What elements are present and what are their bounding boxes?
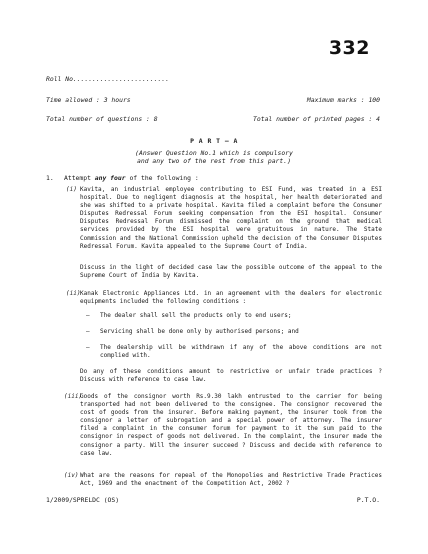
roll-number-line: Roll No......................... [46, 75, 170, 83]
stem-emphasis: any four [94, 174, 126, 182]
subquestion-iii-text: Goods of the consignor worth Rs.9.30 lakh entrusted to the carrier for being transported had not been delivered to the consignee. The consignor recovered the cost of goods from the insurer. Before making payment, the insurer took from the consignor a letter of subrogation and a special power of attorney. The insurer filed a complaint in the consumer forum for payment to it the sum paid to the consignor in respect of goods not delivered. In the complaint, the insurer made the consignor a party. Will the insurer succeed ? Discuss and decide with reference to case law. [80, 393, 382, 457]
subquestion-ii-marker: (ii) [66, 290, 81, 297]
condition-2: Servicing shall be done only by authorised persons; and [100, 328, 299, 335]
subquestion-iv-text: What are the reasons for repeal of the Monopolies and Restrictive Trade Practices Act, 1969 and the enactment of the Competition Act, 2002 ? [80, 472, 382, 488]
footer-pto: P.T.O. [356, 496, 380, 504]
footer-paper-id: 1/2009/SPRELDC (OS) [46, 496, 120, 504]
subquestion-ii-intro: Kanak Electronic Appliances Ltd. in an agreement with the dealers for electronic equipments included the following conditions : [80, 290, 382, 306]
subquestion-iii-marker: (iii) [64, 393, 83, 400]
instruction-line-2: and any two of the rest from this part.) [137, 157, 291, 165]
stem-suffix: of the following : [129, 174, 199, 182]
subquestion-ii-question: Do any of these conditions amount to restrictive or unfair trade practices ? Discuss with reference to case law. [80, 368, 382, 384]
condition-3: The dealership will be withdrawn if any of the above conditions are not complied with. [100, 344, 382, 360]
stem-prefix: Attempt [64, 174, 91, 182]
condition-dash: — [86, 344, 90, 351]
condition-dash: — [86, 312, 90, 319]
maximum-marks: Maximum marks : 100 [306, 96, 380, 104]
subquestion-i-discussion: Discuss in the light of decided case law the possible outcome of the appeal to the Supreme Court of India by Kavita. [80, 264, 382, 280]
time-allowed: Time allowed : 3 hours [46, 96, 131, 104]
part-heading: P A R T — A [190, 137, 238, 145]
paper-code: 332 [328, 37, 370, 59]
subquestion-iv-marker: (iv) [64, 472, 79, 479]
question-stem [64, 174, 199, 182]
total-questions: Total number of questions : 8 [46, 115, 158, 123]
total-pages: Total number of printed pages : 4 [253, 115, 380, 123]
subquestion-i-text: Kavita, an industrial employee contributing to ESI Fund, was treated in a ESI hospital. Due to negligent diagnosis at the hospital, her health deteriorated and she was shifted to a private hospital. Kavita filed a complaint before the Consumer Disputes Redressal Forum seeking compensation from the ESI hospital. Consumer Disputes Redressal Forum dismissed the complaint on the ground that medical services provided by the ESI hospital were gratuitous in nature. The State Commission and the National Commission upheld the decision of the Consumer Disputes Redressal Forum. Kavita appealed to the Supreme Court of India. [80, 186, 382, 250]
condition-dash: — [86, 328, 90, 335]
instruction-line-1: (Answer Question No.1 which is compulsory [135, 149, 293, 157]
condition-1: The dealer shall sell the products only to end users; [100, 312, 292, 319]
question-number: 1. [46, 174, 54, 182]
subquestion-i-marker: (i) [66, 186, 77, 193]
